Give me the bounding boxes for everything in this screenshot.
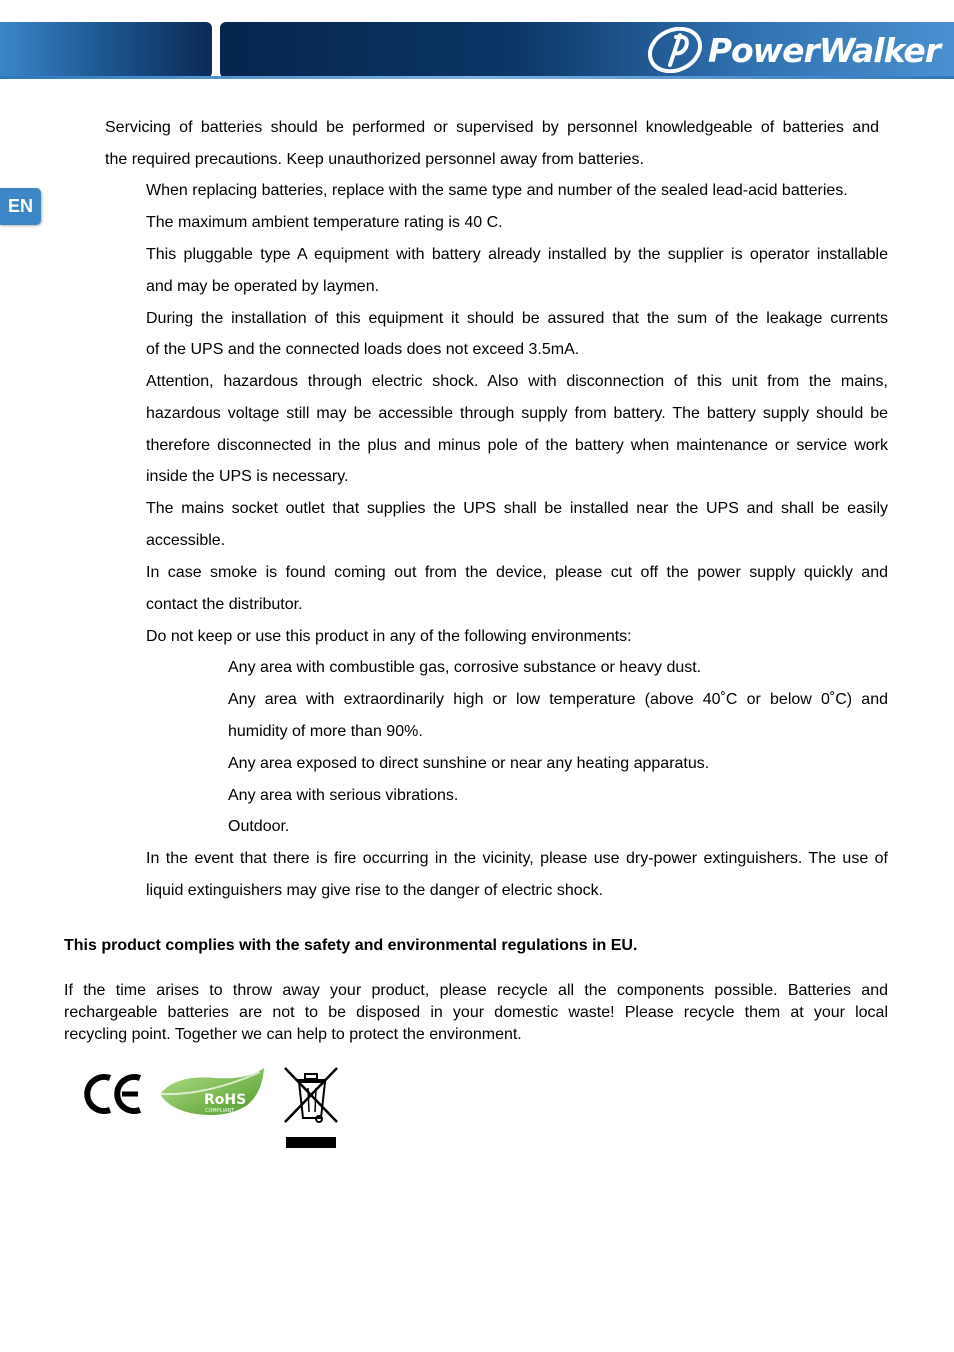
header-underline [0,76,954,79]
recycle-text-line: rechargeable batteries are not to be disposed in your domestic waste! Please recycle them at your local [64,1004,888,1021]
text-line: humidity of more than 90%. [228,723,423,740]
text-line: liquid extinguishers may give rise to the danger of electric shock. [146,882,604,899]
brand-logo [646,24,940,76]
language-tab[interactable]: EN [0,188,41,225]
powerwalker-logo-icon [646,27,704,73]
text-line: Do not keep or use this product in any of the following environments: [146,628,632,645]
text-line: When replacing batteries, replace with the same type and number of the sealed lead-acid batteries. [146,182,848,199]
text-line: Any area with extraordinarily high or low temperature (above 40˚C or below 0˚C) and [228,691,888,708]
text-line: therefore disconnected in the plus and minus pole of the battery when maintenance or service work [146,437,888,454]
text-line: and may be operated by laymen. [146,278,380,295]
rohs-sub-label: COMPLIANT [205,1108,235,1114]
text-line: contact the distributor. [146,596,303,613]
text-line: In case smoke is found coming out from the device, please cut off the power supply quickly and [146,564,888,581]
text-line: Any area exposed to direct sunshine or near any heating apparatus. [228,755,710,772]
recycle-text-line: If the time arises to throw away your product, please recycle all the components possible. Batteries and [64,982,888,999]
text-line: Outdoor. [228,818,290,835]
text-line: of the UPS and the connected loads does not exceed 3.5mA. [146,341,580,358]
text-line: hazardous voltage still may be accessible through supply from battery. The battery supply should be [146,405,888,422]
text-line: Any area with serious vibrations. [228,787,459,804]
text-line: The mains socket outlet that supplies the UPS shall be installed near the UPS and shall be easily [146,500,888,517]
text-line: This pluggable type A equipment with battery already installed by the supplier is operator installable [146,246,888,263]
header-banner-left [0,22,212,78]
crossed-out-wheelie-bin-icon [281,1064,341,1152]
text-line: During the installation of this equipment it should be assured that the sum of the leakage currents [146,310,888,327]
text-line: inside the UPS is necessary. [146,468,349,485]
text-line: the required precautions. Keep unauthorized personnel away from batteries. [105,151,644,168]
recycle-text-line: recycling point. Together we can help to protect the environment. [64,1026,522,1043]
text-line: Attention, hazardous through electric shock. Also with disconnection of this unit from the mains, [146,373,888,390]
compliance-heading: This product complies with the safety and environmental regulations in EU. [64,937,638,954]
text-line: Any area with combustible gas, corrosive substance or heavy dust. [228,659,702,676]
text-line: In the event that there is fire occurring in the vicinity, please use dry-power extinguishers. The use of [146,850,888,867]
text-line: Servicing of batteries should be performed or supervised by personnel knowledgeable of batteries and [105,119,879,136]
rohs-label: RoHS [204,1092,247,1108]
text-line: accessible. [146,532,226,549]
ce-mark-icon [84,1072,144,1116]
rohs-leaf-icon [156,1064,268,1120]
text-line: The maximum ambient temperature rating is 40 C. [146,214,503,231]
brand-name: PowerWalker [707,30,940,70]
